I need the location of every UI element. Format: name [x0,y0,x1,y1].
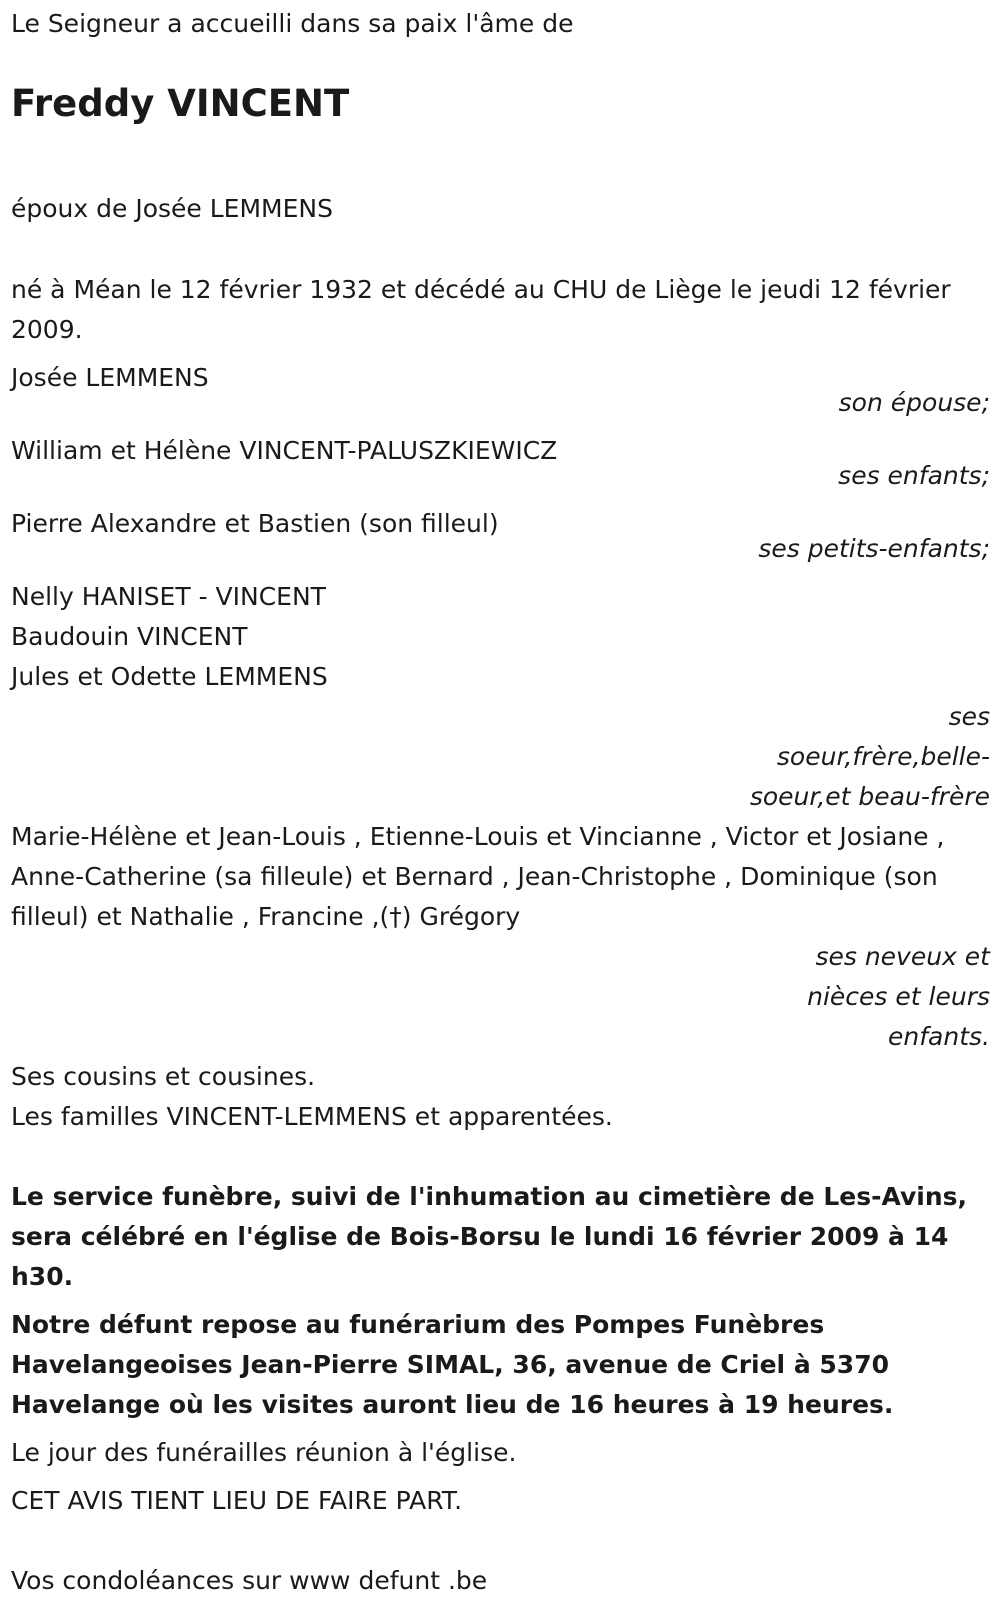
relative-group-children [11,431,990,496]
condolences-text: Vos condoléances sur www defunt .be [11,1566,488,1595]
relative-name: Jules et Odette LEMMENS [11,662,328,691]
relative-name: Marie-Hélène et Jean-Louis , Etienne-Louis et Vincianne , Victor et Josiane , Anne-Catherine (sa filleule) et Bernard , Jean-Christophe , Dominique (son filleul) et Nathalie , Francine ,(†) Grégory [11,822,945,931]
cousins-line: Ses cousins et cousines. [11,1062,316,1091]
relative-name: William et Hélène VINCENT-PALUSZKIEWICZ [11,436,558,465]
meeting-text: Le jour des funérailles réunion à l'église. [11,1438,517,1467]
relative-name: Nelly HANISET - VINCENT [11,582,326,611]
viewing-text: Notre défunt repose au funérarium des Pompes Funèbres Havelangeoises Jean-Pierre SIMAL, 36, avenue de Criel à 5370 Havelange où les visites auront lieu de 16 heures à 19 heures. [11,1310,894,1419]
relative-role: ses petits-enfants; [758,534,990,563]
relative-group-grandchildren [11,504,990,569]
spouse-line: époux de Josée LEMMENS [11,194,333,223]
relative-name: Baudouin VINCENT [11,622,248,651]
relative-role: ses enfants; [838,461,990,490]
relative-role: son épouse; [838,388,990,417]
relative-group-spouse [11,358,990,423]
deceased-name: Freddy VINCENT [11,82,350,125]
relative-group-nephews [11,817,990,1057]
relative-name: Pierre Alexandre et Bastien (son filleul) [11,509,499,538]
intro-text: Le Seigneur a accueilli dans sa paix l'âme de [11,9,574,38]
funeral-service-text: Le service funèbre, suivi de l'inhumation au cimetière de Les-Avins, sera célébré en l'église de Bois-Borsu le lundi 16 février 2009 à 14 h30. [11,1182,968,1291]
relative-group-siblings [11,577,990,817]
relative-role: ses neveux et nièces et leurs enfants. [807,942,990,1051]
birth-death-text: né à Méan le 12 février 1932 et décédé au CHU de Liège le jeudi 12 février 2009. [11,275,951,344]
relative-name: Josée LEMMENS [11,363,209,392]
families-line: Les familles VINCENT-LEMMENS et apparentées. [11,1102,613,1131]
relative-role: ses soeur,frère,belle-soeur,et beau-frère [749,702,990,811]
notice-statement: CET AVIS TIENT LIEU DE FAIRE PART. [11,1486,463,1515]
